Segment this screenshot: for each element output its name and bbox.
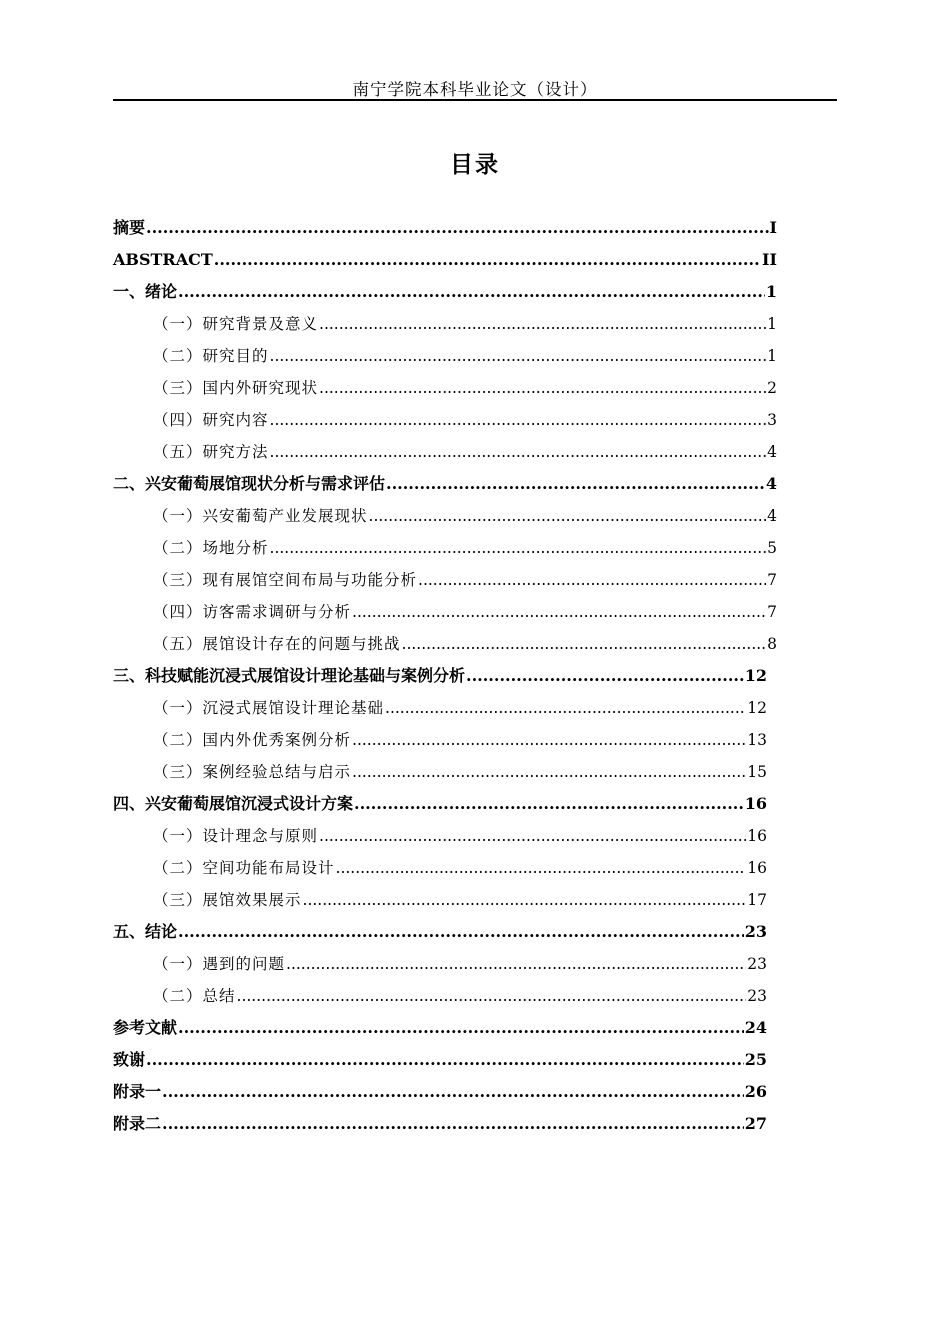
toc-entry[interactable]	[113, 724, 767, 756]
toc-leader-dots	[386, 468, 765, 500]
toc-entry-label: （一）研究背景及意义	[153, 315, 319, 333]
toc-entry-page: 4	[765, 474, 777, 493]
toc-leader-dots	[352, 596, 766, 628]
toc-leader-dots	[178, 916, 744, 948]
toc-entry-label: （一）沉浸式展馆设计理论基础	[153, 699, 385, 717]
toc-entry[interactable]	[113, 884, 767, 916]
toc-leader-dots	[286, 948, 746, 980]
toc-leader-dots	[270, 340, 767, 372]
toc-entry-page: 16	[747, 827, 767, 845]
toc-leader-dots	[237, 980, 747, 1012]
toc-leader-dots	[270, 436, 767, 468]
toc-entry-label: 参考文献	[113, 1018, 178, 1037]
toc-leader-dots	[352, 756, 746, 788]
toc-leader-dots	[319, 372, 766, 404]
toc-entry[interactable]	[113, 596, 777, 628]
toc-entry[interactable]	[113, 532, 777, 564]
toc-leader-dots	[146, 212, 769, 244]
toc-entry-page: 12	[744, 666, 767, 685]
toc-entry-label: 致谢	[113, 1050, 146, 1069]
toc-entry[interactable]	[113, 628, 777, 660]
toc-entry[interactable]	[113, 916, 767, 948]
toc-entry-label: 三、科技赋能沉浸式展馆设计理论基础与案例分析	[113, 666, 466, 685]
toc-entry-label: 四、兴安葡萄展馆沉浸式设计方案	[113, 794, 354, 813]
toc-entry-label: 五、结论	[113, 922, 178, 941]
toc-entry-label: （二）空间功能布局设计	[153, 859, 335, 877]
toc-entry-page: 24	[744, 1018, 767, 1037]
toc-entry[interactable]	[113, 308, 777, 340]
toc-entry[interactable]	[113, 436, 777, 468]
toc-entry-page: 7	[767, 571, 777, 589]
toc-entry-page: 3	[767, 411, 777, 429]
toc-entry[interactable]	[113, 244, 777, 276]
toc-entry[interactable]	[113, 660, 767, 692]
toc-entry-label: （三）案例经验总结与启示	[153, 763, 352, 781]
toc-entry-label: 一、绪论	[113, 282, 178, 301]
toc-entry-page: 16	[747, 859, 767, 877]
toc-entry-label: （二）国内外优秀案例分析	[153, 731, 352, 749]
toc-entry-page: 1	[765, 282, 777, 301]
toc-entry-label: （二）研究目的	[153, 347, 269, 365]
toc-entry-label: 附录一	[113, 1082, 162, 1101]
page-title: 目录	[450, 152, 500, 178]
toc-entry-page: 17	[747, 891, 767, 909]
toc-entry-label: （四）访客需求调研与分析	[153, 603, 352, 621]
toc-leader-dots	[402, 628, 767, 660]
toc-entry-page: 1	[767, 315, 777, 333]
toc-entry[interactable]	[113, 372, 777, 404]
toc-entry[interactable]	[113, 564, 777, 596]
toc-entry-label: （四）研究内容	[153, 411, 269, 429]
toc-entry-page: 16	[744, 794, 767, 813]
toc-entry[interactable]	[113, 468, 777, 500]
toc-entry-label: （五）研究方法	[153, 443, 269, 461]
toc-entry-page: 27	[744, 1114, 767, 1133]
toc-entry[interactable]	[113, 340, 777, 372]
toc-entry-page: 13	[747, 731, 767, 749]
toc-entry-page: 23	[744, 922, 767, 941]
toc-entry-page: 8	[767, 635, 777, 653]
toc-entry[interactable]	[113, 852, 767, 884]
toc-entry-label: （一）设计理念与原则	[153, 827, 319, 845]
toc-entry-label: （一）兴安葡萄产业发展现状	[153, 507, 368, 525]
toc-entry[interactable]	[113, 276, 777, 308]
toc-leader-dots	[336, 852, 747, 884]
toc-leader-dots	[303, 884, 747, 916]
header-rule	[113, 99, 837, 101]
toc-entry[interactable]	[113, 1108, 767, 1140]
toc-leader-dots	[418, 564, 766, 596]
toc-entry-page: II	[762, 250, 777, 269]
toc-entry-page: 5	[767, 539, 777, 557]
toc-entry[interactable]	[113, 692, 767, 724]
toc-leader-dots	[352, 724, 746, 756]
toc-entry-label: （五）展馆设计存在的问题与挑战	[153, 635, 401, 653]
toc-entry[interactable]	[113, 212, 777, 244]
toc-entry-page: 1	[767, 347, 777, 365]
toc-leader-dots	[178, 1012, 744, 1044]
toc-entry-page: I	[769, 218, 777, 237]
toc-entry-page: 12	[747, 699, 767, 717]
toc-entry[interactable]	[113, 1076, 767, 1108]
toc-entry-page: 7	[767, 603, 777, 621]
table-of-contents	[113, 212, 777, 1140]
toc-entry[interactable]	[113, 948, 767, 980]
toc-entry-page: 23	[747, 987, 767, 1005]
toc-leader-dots	[270, 404, 767, 436]
toc-entry-page: 4	[767, 507, 777, 525]
toc-entry[interactable]	[113, 404, 777, 436]
toc-leader-dots	[214, 244, 761, 276]
toc-entry-label: ABSTRACT	[113, 250, 213, 269]
toc-leader-dots	[466, 660, 744, 692]
toc-entry-label: （三）展馆效果展示	[153, 891, 302, 909]
toc-entry[interactable]	[113, 820, 767, 852]
toc-entry-label: （二）场地分析	[153, 539, 269, 557]
toc-entry-page: 23	[747, 955, 767, 973]
toc-entry[interactable]	[113, 788, 767, 820]
toc-entry-label: 二、兴安葡萄展馆现状分析与需求评估	[113, 474, 386, 493]
toc-leader-dots	[319, 308, 766, 340]
toc-entry-page: 25	[744, 1050, 767, 1069]
toc-leader-dots	[162, 1076, 744, 1108]
toc-leader-dots	[146, 1044, 744, 1076]
toc-leader-dots	[385, 692, 746, 724]
toc-entry[interactable]	[113, 1044, 767, 1076]
toc-leader-dots	[178, 276, 765, 308]
toc-entry-label: （二）总结	[153, 987, 236, 1005]
toc-entry[interactable]	[113, 1012, 767, 1044]
toc-entry-label: （三）现有展馆空间布局与功能分析	[153, 571, 418, 589]
toc-entry-page: 26	[744, 1082, 767, 1101]
toc-leader-dots	[270, 532, 767, 564]
toc-entry[interactable]	[113, 500, 777, 532]
toc-entry-page: 4	[767, 443, 777, 461]
toc-leader-dots	[369, 500, 767, 532]
toc-entry-page: 2	[767, 379, 777, 397]
toc-leader-dots	[319, 820, 746, 852]
toc-entry-label: （三）国内外研究现状	[153, 379, 319, 397]
toc-leader-dots	[162, 1108, 744, 1140]
toc-entry-label: （一）遇到的问题	[153, 955, 286, 973]
page-header: 南宁学院本科毕业论文（设计）	[352, 80, 598, 99]
toc-entry-page: 15	[747, 763, 767, 781]
toc-entry-label: 摘要	[113, 218, 146, 237]
toc-entry[interactable]	[113, 756, 767, 788]
toc-entry-label: 附录二	[113, 1114, 162, 1133]
toc-entry[interactable]	[113, 980, 767, 1012]
toc-leader-dots	[354, 788, 744, 820]
